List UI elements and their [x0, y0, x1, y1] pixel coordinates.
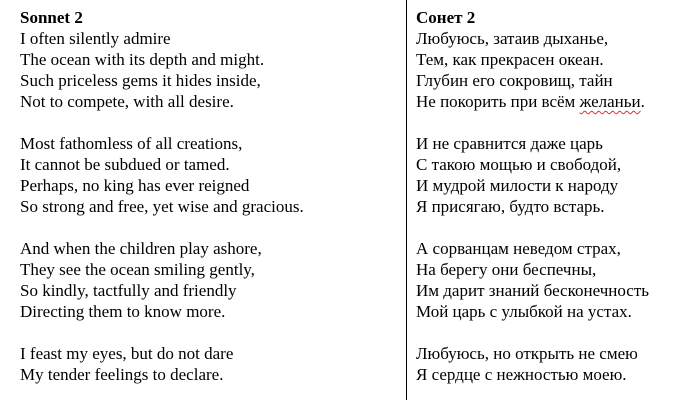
couplet-russian	[416, 343, 696, 385]
poem-line: Глубин его сокровищ, тайн	[416, 71, 613, 90]
poem-line: Not to compete, with all desire.	[20, 92, 234, 111]
poem-line: And when the children play ashore,	[20, 239, 262, 258]
misspelled-word[interactable]: желаньи	[579, 92, 641, 111]
stanza-2-english	[20, 133, 400, 217]
poem-line: Perhaps, no king has ever reigned	[20, 176, 250, 195]
poem-line: So kindly, tactfully and friendly	[20, 281, 237, 300]
poem-line: So strong and free, yet wise and gracious.	[20, 197, 304, 216]
couplet-english	[20, 343, 400, 385]
sonnet-title-russian: Сонет 2	[416, 8, 476, 27]
poem-line: I feast my eyes, but do not dare	[20, 344, 234, 363]
sonnet-title-english: Sonnet 2	[20, 8, 83, 27]
sonnet-english-column	[20, 7, 400, 385]
stanza-1-english	[20, 28, 400, 112]
sonnet-russian-column	[416, 7, 696, 385]
poem-line: Тем, как прекрасен океан.	[416, 50, 604, 69]
poem-line: И не сравнится даже царь	[416, 134, 603, 153]
poem-line: The ocean with its depth and might.	[20, 50, 265, 69]
poem-line: Любуюсь, затаив дыханье,	[416, 29, 609, 48]
poem-line: Любуюсь, но открыть не смею	[416, 344, 638, 363]
poem-line: Such priceless gems it hides inside,	[20, 71, 261, 90]
poem-line: Мой царь с улыбкой на устах.	[416, 302, 632, 321]
poem-line: С такою мощью и свободой,	[416, 155, 622, 174]
stanza-3-english	[20, 238, 400, 322]
line-text-prefix: Не покорить при всём	[416, 92, 580, 111]
stanza-1-russian	[416, 28, 696, 112]
poem-line: Я присягаю, будто встарь.	[416, 197, 605, 216]
poem-line-spellcheck	[416, 91, 696, 112]
poem-line: Им дарит знаний бесконечность	[416, 281, 650, 300]
poem-line: А сорванцам неведом страх,	[416, 239, 621, 258]
poem-line: На берегу они беспечны,	[416, 260, 597, 279]
poem-line: Most fathomless of all creations,	[20, 134, 243, 153]
poem-line: Я сердце с нежностью моею.	[416, 365, 627, 384]
poem-line: I often silently admire	[20, 29, 171, 48]
poem-line: Directing them to know more.	[20, 302, 226, 321]
stanza-2-russian	[416, 133, 696, 217]
line-text-suffix: .	[640, 92, 645, 111]
poem-line: They see the ocean smiling gently,	[20, 260, 255, 279]
poem-line: И мудрой милости к народу	[416, 176, 619, 195]
column-divider	[406, 0, 407, 400]
poem-line: My tender feelings to declare.	[20, 365, 224, 384]
poem-line: It cannot be subdued or tamed.	[20, 155, 230, 174]
stanza-3-russian	[416, 238, 696, 322]
